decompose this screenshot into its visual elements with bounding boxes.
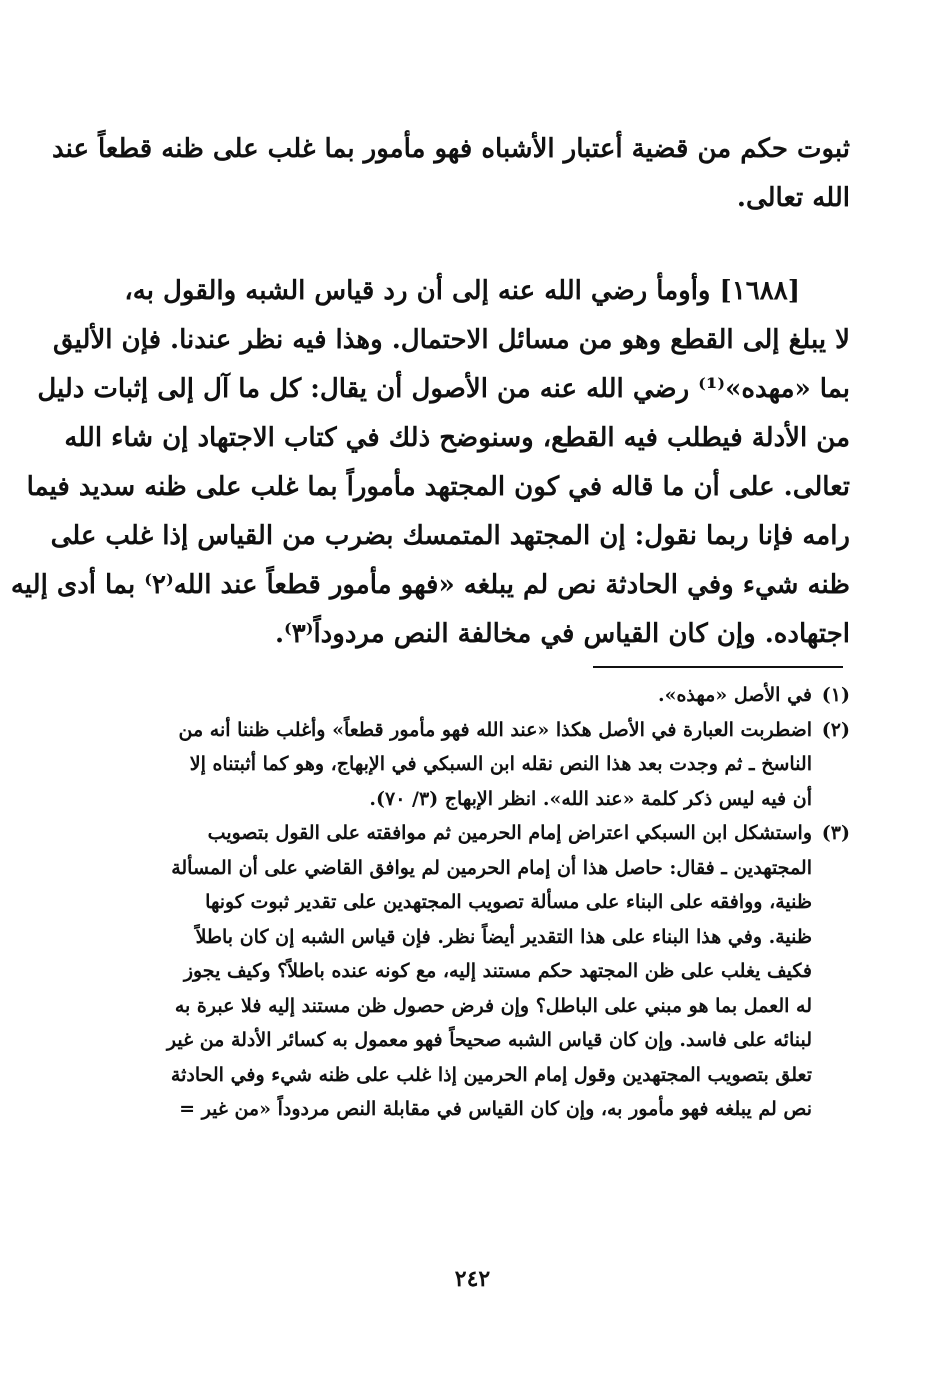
footnote-number: (٢) xyxy=(821,718,850,741)
text-line: تعالى. على أن ما قاله في كون المجتهد مأموراً بما غلب على ظنه سديد فيما xyxy=(26,472,850,502)
footnote-separator xyxy=(593,666,843,668)
footnote-text: فكيف يغلب على ظن المجتهد حكم مستند إليه، مع كونه عنده باطلاً؟ وكيف يجوز xyxy=(183,960,812,982)
page-number: ٢٤٢ xyxy=(454,1266,491,1292)
footnote-text: له العمل بما هو مبني على الباطل؟ وإن فرض حصول ظن مستند إليه فلا عبرة به xyxy=(174,994,812,1017)
footnotes xyxy=(100,678,850,1127)
text-line: ظنه شيء وفي الحادثة نص لم يبلغه «فهو مأمور قطعاً عند الله⁽٢⁾ بما أدى إليه xyxy=(10,570,850,600)
footnote-text: المجتهدين ـ فقال: حاصل هذا أن إمام الحرمين لم يوافق القاضي على أن المسألة xyxy=(171,856,812,879)
footnote-text: تعلق بتصويب المجتهدين وقول إمام الحرمين إذا غلب على ظنه شيء وفي الحادثة xyxy=(170,1063,812,1086)
footnote-text: لبنائه على فاسد. وإن كان قياس الشبه صحيحاً فهو معمول به كسائر الأدلة من غير xyxy=(166,1029,812,1051)
main-text xyxy=(10,125,850,659)
footnote-text: الناسخ ـ ثم وجدت بعد هذا النص نقله ابن السبكي في الإبهاج، وهو كما أثبتناه إلا xyxy=(189,753,812,775)
footnote-2 xyxy=(100,713,850,748)
text-line: الله تعالى. xyxy=(736,183,850,213)
footnote-1 xyxy=(100,678,850,713)
text-line: ثبوت حكم من قضية أعتبار الأشباه فهو مأمور بما غلب على ظنه قطعاً عند xyxy=(51,134,850,164)
text-line: من الأدلة فيطلب فيه القطع، وسنوضح ذلك في كتاب الاجتهاد إن شاء الله xyxy=(64,423,850,453)
text-line: بما «مهده»⁽¹⁾ رضي الله عنه من الأصول أن يقال: كل ما آل إلى إثبات دليل xyxy=(37,374,850,404)
footnote-text: واستشكل ابن السبكي اعتراض إمام الحرمين ثم موافقته على القول بتصويب xyxy=(207,822,812,844)
footnote-number: (٣) xyxy=(821,822,850,844)
footnote-text: نص لم يبلغه فهو مأمور به، وإن كان القياس في مقابلة النص مردوداً «من غير = xyxy=(179,1098,812,1120)
footnote-text: في الأصل «مهذه». xyxy=(657,684,812,706)
footnote-3 xyxy=(100,816,850,851)
footnote-number: (١) xyxy=(821,684,850,706)
footnote-text: ظنية. وفي هذا البناء على هذا التقدير أيضاً نظر. فإن قياس الشبه إن كان باطلاً xyxy=(195,925,812,948)
text-line: لا يبلغ إلى القطع وهو من مسائل الاحتمال. وهذا فيه نظر عندنا. فإن الأليق xyxy=(53,325,850,355)
text-line: رامه فإنا ربما نقول: إن المجتهد المتمسك بضرب من القياس إذا غلب على xyxy=(50,521,850,551)
footnote-text: اضطربت العبارة في الأصل هكذا «عند الله فهو مأمور قطعاً» وأغلب ظننا أنه من xyxy=(178,718,812,741)
footnote-text: ظنية، ووافقه على البناء على مسألة تصويب المجتهدين على تقدير ثبوت كونها xyxy=(205,891,812,913)
footnote-text: أن فيه ليس ذكر كلمة «عند الله». انظر الإبهاج (٣/ ٧٠). xyxy=(369,787,812,810)
text-line: اجتهاده. وإن كان القياس في مخالفة النص مردوداً⁽٣⁾. xyxy=(274,619,850,649)
text-line: [١٦٨٨] وأومأ رضي الله عنه إلى أن رد قياس الشبه والقول به، xyxy=(124,276,800,306)
